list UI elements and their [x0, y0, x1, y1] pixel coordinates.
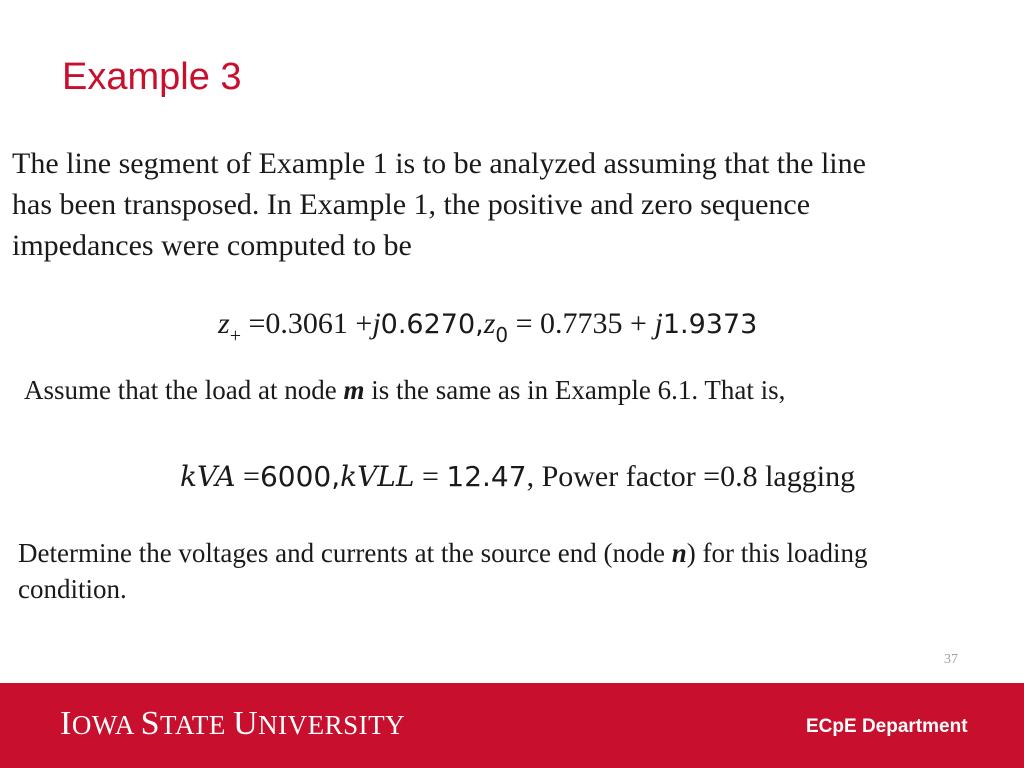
- load-equation: [180, 457, 855, 497]
- department-label: ECpE Department: [806, 716, 968, 737]
- university-name: IOWA STATE UNIVERSITY: [60, 705, 406, 742]
- z-zero-imag: 1.9373: [662, 309, 758, 340]
- slide-title: Example 3: [62, 56, 242, 98]
- determine-text-after: ) for this loading: [686, 538, 868, 568]
- z-zero-real: = 0.7735 +: [508, 307, 655, 340]
- power-factor-text: , Power factor =0.8 lagging: [526, 460, 856, 493]
- determine-text-before: Determine the voltages and currents at the source end (node: [18, 538, 672, 568]
- kvll-value: 12.47: [446, 460, 527, 493]
- kvll-symbol: kVLL: [340, 460, 415, 493]
- page-number: 37: [944, 652, 958, 667]
- determine-paragraph: [18, 535, 1018, 607]
- assume-text-after: is the same as in Example 6.1. That is,: [364, 375, 786, 405]
- z-plus-j: j: [372, 307, 381, 340]
- kva-value: 6000,: [259, 460, 341, 493]
- assume-sentence: [24, 372, 785, 408]
- university-wordmark: [60, 707, 405, 742]
- z-zero-j: j: [654, 307, 663, 340]
- z-plus-symbol: z: [218, 307, 230, 340]
- z-plus-subscript: +: [229, 325, 241, 347]
- node-m-label: m: [343, 375, 365, 405]
- footer-bar: [0, 683, 1024, 768]
- kva-symbol: kVA: [180, 460, 236, 493]
- z-zero-symbol: z: [483, 307, 496, 340]
- z-plus-imag: 0.6270,: [380, 309, 484, 340]
- impedance-equation: [218, 304, 757, 347]
- kva-equals: =: [235, 460, 260, 493]
- determine-line-2: condition.: [18, 574, 127, 604]
- intro-line-2: has been transposed. In Example 1, the positive and zero sequence: [12, 188, 811, 221]
- node-n-label: n: [671, 538, 687, 568]
- z-zero-subscript: 0: [495, 323, 509, 347]
- assume-text-before: Assume that the load at node: [24, 375, 344, 405]
- intro-paragraph: [12, 143, 1012, 266]
- intro-line-1: The line segment of Example 1 is to be analyzed assuming that the line: [12, 147, 866, 180]
- z-plus-real: =0.3061 +: [240, 307, 373, 340]
- kvll-equals: =: [414, 460, 447, 493]
- intro-line-3: impedances were computed to be: [12, 229, 412, 262]
- determine-line-1: [18, 535, 1018, 571]
